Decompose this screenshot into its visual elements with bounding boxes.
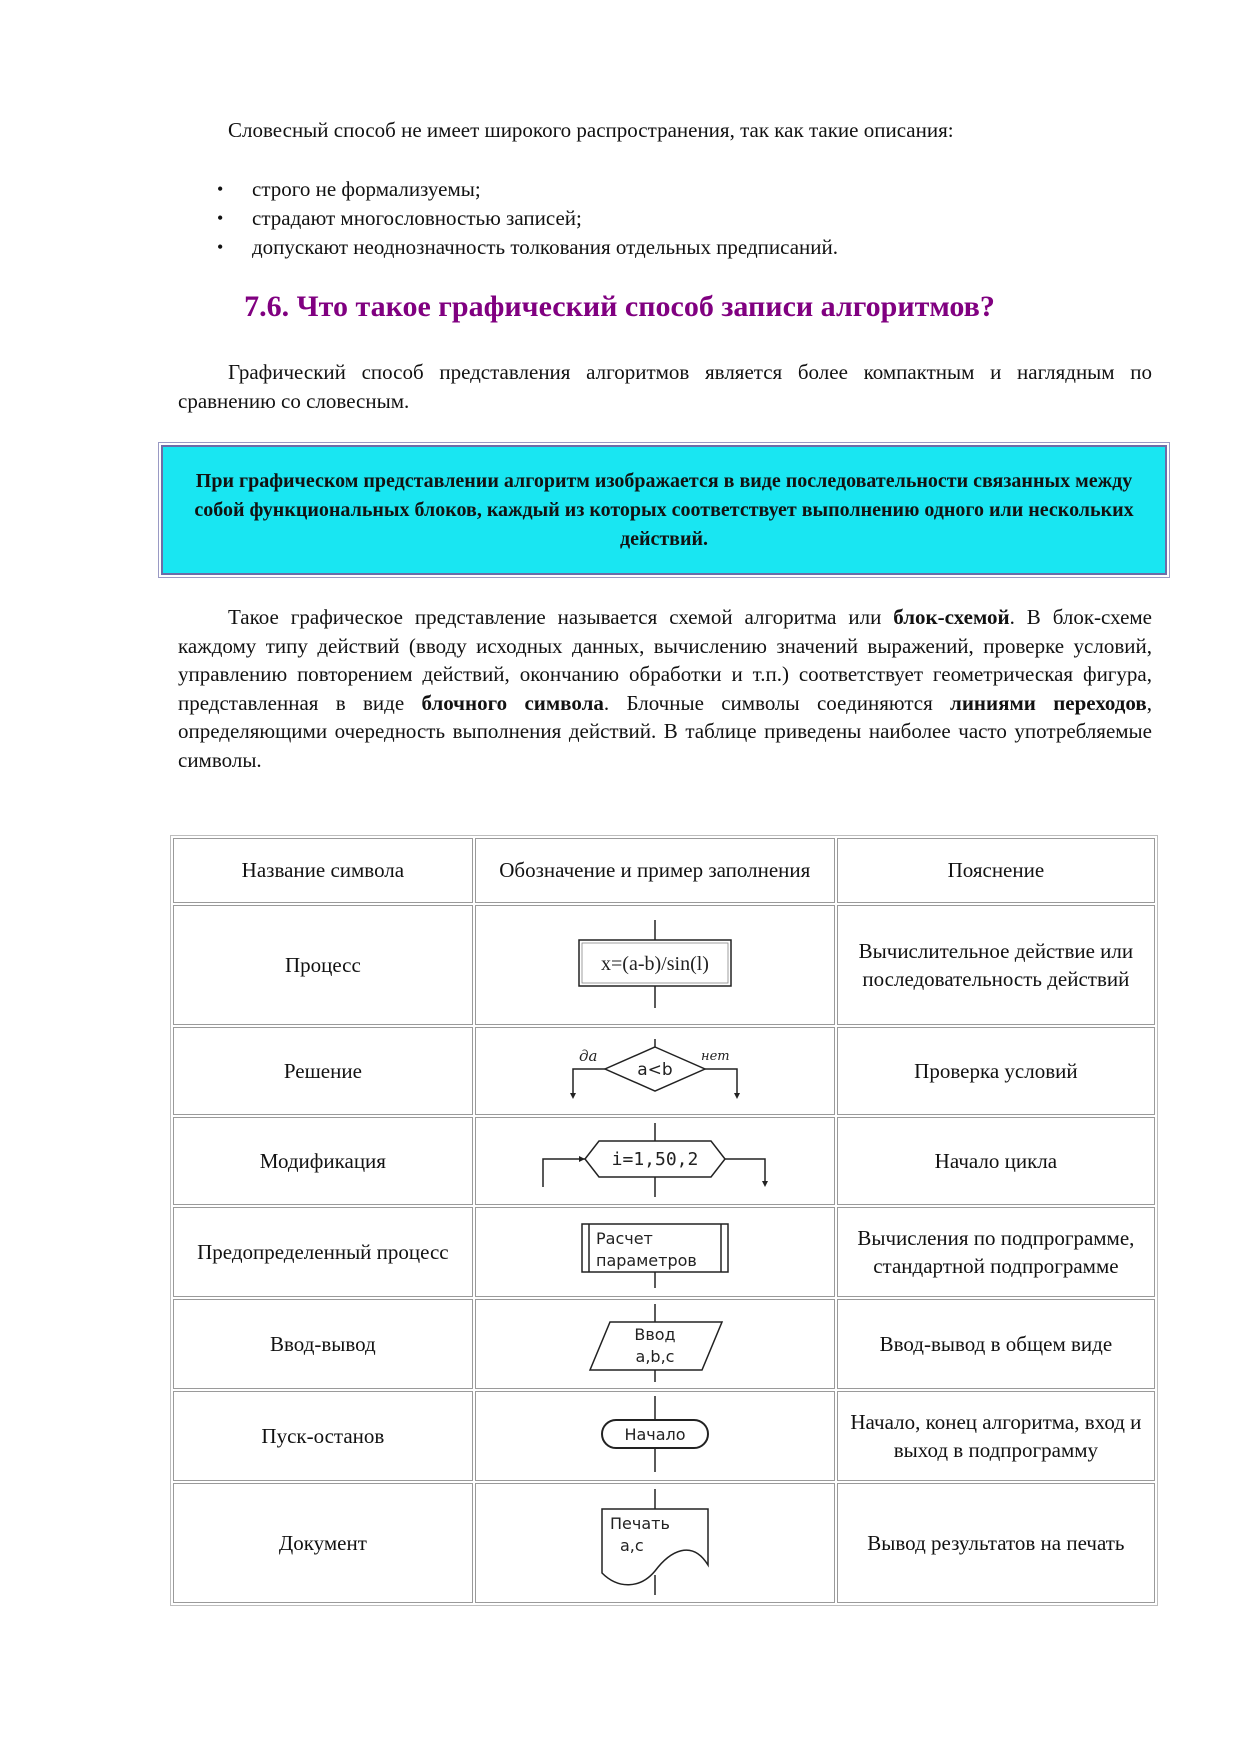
process-symbol (570, 920, 740, 1010)
symbol-name: Модификация (173, 1117, 473, 1205)
symbol-description: Проверка условий (837, 1027, 1155, 1115)
column-header: Название символа (173, 838, 473, 903)
column-header: Пояснение (837, 838, 1155, 903)
symbol-description: Ввод-вывод в общем виде (837, 1299, 1155, 1389)
callout-box (161, 445, 1167, 575)
table-header-row (173, 838, 1155, 903)
symbol-name: Пуск-останов (173, 1391, 473, 1481)
symbol-example (475, 1117, 835, 1205)
table-row (173, 1207, 1155, 1297)
table-row (173, 905, 1155, 1025)
list-item: • допускают неоднозначность толкования отдельных предписаний. (206, 233, 838, 262)
io-example-line1: Ввод (634, 1325, 676, 1344)
paragraph-text: , определяющими очередность выполнения действий. В таблице приведены наиболее часто употребляемые символы. (178, 690, 1152, 772)
paragraph-text: . Блочные символы соединяются (603, 690, 951, 715)
symbol-description: Начало цикла (837, 1117, 1155, 1205)
list-item: • строго не формализуемы; (206, 175, 838, 204)
yes-label: да (578, 1047, 598, 1065)
symbol-name: Процесс (173, 905, 473, 1025)
symbol-example (475, 1207, 835, 1297)
decision-example: a<b (637, 1060, 673, 1080)
symbol-description: Вывод результатов на печать (837, 1483, 1155, 1603)
table-row (173, 1391, 1155, 1481)
symbol-example (475, 1391, 835, 1481)
symbol-description: Вычисления по подпрограмме, стандартной подпрограмме (837, 1207, 1155, 1297)
symbol-example (475, 1027, 835, 1115)
symbol-description: Начало, конец алгоритма, вход и выход в подпрограмму (837, 1391, 1155, 1481)
predefined-process-symbol (570, 1214, 740, 1290)
bullet-list (206, 175, 838, 262)
symbol-name: Ввод-вывод (173, 1299, 473, 1389)
table-row (173, 1483, 1155, 1603)
terminator-example: Начало (624, 1425, 686, 1444)
list-item: • страдают многословностью записей; (206, 204, 838, 233)
table-row (173, 1117, 1155, 1205)
process-example: x=(a-b)/sin(l) (600, 953, 709, 975)
table-row (173, 1299, 1155, 1389)
paragraph-text: . В блок-схеме каждому типу действий (вводу исходных данных, вычислению значений выражений, проверке условий, управлению повторением действий, окончанию обработки и т.п.) соответствует геометрическая фигура, представленная в виде (178, 605, 1152, 715)
column-header: Обозначение и пример заполнения (475, 838, 835, 903)
io-example-line2: a,b,c (635, 1347, 675, 1366)
term-transition-lines: линиями переходов (950, 690, 1147, 715)
modification-example: i=1,50,2 (611, 1149, 699, 1170)
input-output-symbol (570, 1304, 740, 1384)
term-flowchart: блок-схемой (893, 605, 1010, 629)
callout-text: При графическом представлении алгоритм изображается в виде последовательности связанных между собой функциональных блоков, каждый из которых соответствует выполнению одного или нескольких действий. (194, 469, 1134, 550)
symbol-example (475, 1299, 835, 1389)
no-label: нет (700, 1049, 730, 1064)
paragraph-text: Графический способ представления алгоритмов является более компактным и наглядным по сравнению со словесным. (178, 360, 1152, 413)
document-example-line1: Печать (609, 1514, 670, 1533)
document-example-line2: a,c (619, 1536, 644, 1555)
paragraph-text: Такое графическое представление называется схемой алгоритма или (228, 605, 894, 629)
predefined-example-line2: параметров (595, 1251, 697, 1270)
term-block-symbol: блочного символа (421, 690, 604, 715)
decision-symbol (555, 1039, 755, 1103)
symbol-name: Предопределенный процесс (173, 1207, 473, 1297)
paragraph (178, 603, 1152, 775)
table-row (173, 1027, 1155, 1115)
predefined-example-line1: Расчет (595, 1229, 653, 1248)
symbol-description: Вычислительное действие или последовательность действий (837, 905, 1155, 1025)
symbol-example (475, 905, 835, 1025)
terminator-symbol (570, 1396, 740, 1476)
symbols-table (170, 835, 1158, 1606)
document-symbol (570, 1489, 740, 1597)
modification-symbol (535, 1123, 775, 1199)
symbol-name: Документ (173, 1483, 473, 1603)
symbol-example (475, 1483, 835, 1603)
section-heading: 7.6. Что такое графический способ записи алгоритмов? (244, 290, 995, 323)
paragraph (178, 358, 1152, 415)
intro-text: Словесный способ не имеет широкого распространения, так как такие описания: (228, 118, 954, 142)
symbol-name: Решение (173, 1027, 473, 1115)
